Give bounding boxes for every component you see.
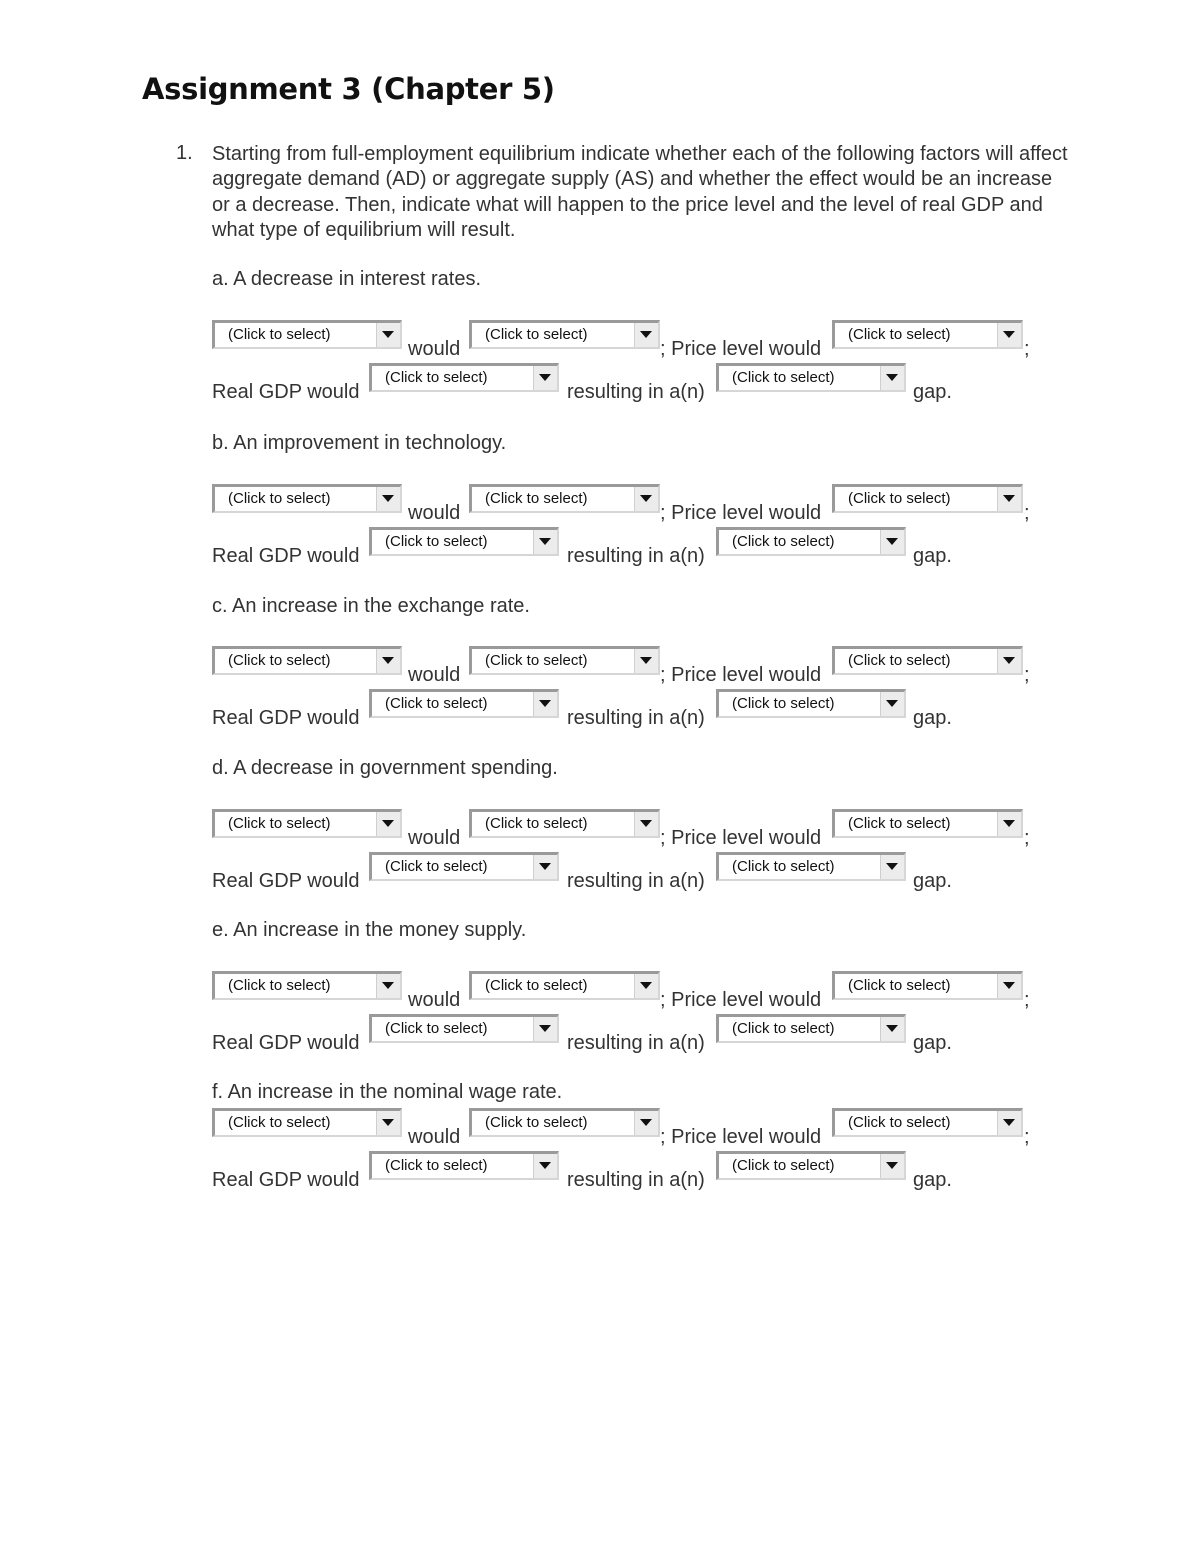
answer-row-1-d: [212, 809, 1042, 849]
answer-row-1-c: [212, 646, 1042, 686]
dropdown-button[interactable]: [997, 1111, 1021, 1135]
gap-label: gap.: [913, 870, 952, 892]
direction-select[interactable]: [469, 809, 660, 838]
dropdown-selected-value: (Click to select): [385, 1157, 488, 1174]
dropdown-selected-value: (Click to select): [848, 326, 951, 343]
dropdown-selected-value: (Click to select): [485, 326, 588, 343]
dropdown-button[interactable]: [376, 1111, 400, 1135]
dropdown-selected-value: (Click to select): [385, 858, 488, 875]
dropdown-selected-value: (Click to select): [732, 858, 835, 875]
ad-as-select[interactable]: [212, 320, 402, 349]
real-gdp-label: Real GDP would: [212, 381, 360, 403]
direction-select[interactable]: [469, 484, 660, 513]
resulting-label: resulting in a(n): [567, 1169, 705, 1191]
factor-label-a: a. A decrease in interest rates.: [212, 268, 482, 290]
dropdown-selected-value: (Click to select): [485, 815, 588, 832]
real-gdp-label: Real GDP would: [212, 1032, 360, 1054]
direction-select[interactable]: [469, 320, 660, 349]
semicolon-label: ;: [1024, 664, 1030, 686]
dropdown-selected-value: (Click to select): [848, 815, 951, 832]
price-level-select[interactable]: [832, 1108, 1023, 1137]
would-label: would: [408, 989, 461, 1011]
dropdown-button[interactable]: [997, 812, 1021, 836]
resulting-label: resulting in a(n): [567, 545, 705, 567]
semicolon-label: ;: [1024, 827, 1030, 849]
price-level-select[interactable]: [832, 809, 1023, 838]
dropdown-selected-value: (Click to select): [732, 533, 835, 550]
gap-label: gap.: [913, 1032, 952, 1054]
dropdown-button[interactable]: [880, 530, 904, 554]
dropdown-button[interactable]: [533, 530, 557, 554]
dropdown-selected-value: (Click to select): [228, 652, 331, 669]
resulting-label: resulting in a(n): [567, 1032, 705, 1054]
semicolon-label: ;: [1024, 338, 1030, 360]
page-title: Assignment 3 (Chapter 5): [142, 72, 555, 106]
dropdown-selected-value: (Click to select): [228, 490, 331, 507]
dropdown-selected-value: (Click to select): [228, 1114, 331, 1131]
dropdown-button[interactable]: [997, 487, 1021, 511]
ad-as-select[interactable]: [212, 971, 402, 1000]
real-gdp-label: Real GDP would: [212, 1169, 360, 1191]
gap-label: gap.: [913, 1169, 952, 1191]
dropdown-button[interactable]: [634, 974, 658, 998]
dropdown-button[interactable]: [376, 323, 400, 347]
dropdown-selected-value: (Click to select): [228, 326, 331, 343]
gap-type-select[interactable]: [716, 852, 906, 881]
dropdown-selected-value: (Click to select): [732, 695, 835, 712]
dropdown-button[interactable]: [376, 974, 400, 998]
dropdown-selected-value: (Click to select): [485, 977, 588, 994]
dropdown-button[interactable]: [376, 812, 400, 836]
dropdown-button[interactable]: [533, 1154, 557, 1178]
price-level-label: ; Price level would: [660, 664, 822, 686]
dropdown-button[interactable]: [376, 649, 400, 673]
real-gdp-select[interactable]: [369, 852, 559, 881]
question-text: Starting from full-employment equilibrium indicate whether each of the following factors will affect aggregate demand (AD) or aggregate supply (AS) and whether the effect would be an increase or a decrease. Then, indicate what will happen to the price level and the level of real GDP and what type of equilibrium will result.: [212, 143, 1068, 241]
answer-row-2-d: [212, 852, 1042, 892]
price-level-select[interactable]: [832, 484, 1023, 513]
real-gdp-label: Real GDP would: [212, 545, 360, 567]
dropdown-button[interactable]: [533, 855, 557, 879]
dropdown-button[interactable]: [634, 812, 658, 836]
gap-type-select[interactable]: [716, 363, 906, 392]
dropdown-button[interactable]: [880, 692, 904, 716]
ad-as-select[interactable]: [212, 484, 402, 513]
gap-label: gap.: [913, 707, 952, 729]
price-level-label: ; Price level would: [660, 338, 822, 360]
price-level-label: ; Price level would: [660, 989, 822, 1011]
gap-type-select[interactable]: [716, 1014, 906, 1043]
dropdown-selected-value: (Click to select): [385, 1020, 488, 1037]
dropdown-button[interactable]: [634, 649, 658, 673]
real-gdp-select[interactable]: [369, 363, 559, 392]
dropdown-button[interactable]: [533, 366, 557, 390]
factor-label-f: f. An increase in the nominal wage rate.: [212, 1081, 563, 1103]
direction-select[interactable]: [469, 971, 660, 1000]
price-level-select[interactable]: [832, 971, 1023, 1000]
dropdown-selected-value: (Click to select): [485, 652, 588, 669]
price-level-select[interactable]: [832, 320, 1023, 349]
would-label: would: [408, 1126, 461, 1148]
dropdown-button[interactable]: [634, 1111, 658, 1135]
resulting-label: resulting in a(n): [567, 381, 705, 403]
dropdown-button[interactable]: [533, 1017, 557, 1041]
dropdown-selected-value: (Click to select): [732, 1020, 835, 1037]
dropdown-button[interactable]: [880, 1154, 904, 1178]
direction-select[interactable]: [469, 1108, 660, 1137]
real-gdp-select[interactable]: [369, 1014, 559, 1043]
dropdown-selected-value: (Click to select): [385, 695, 488, 712]
real-gdp-select[interactable]: [369, 1151, 559, 1180]
answer-row-2-b: [212, 527, 1042, 567]
answer-row-1-a: [212, 320, 1042, 360]
would-label: would: [408, 664, 461, 686]
ad-as-select[interactable]: [212, 646, 402, 675]
dropdown-button[interactable]: [880, 855, 904, 879]
dropdown-button[interactable]: [880, 366, 904, 390]
factor-label-e: e. An increase in the money supply.: [212, 919, 527, 941]
dropdown-button[interactable]: [880, 1017, 904, 1041]
dropdown-selected-value: (Click to select): [848, 652, 951, 669]
real-gdp-select[interactable]: [369, 689, 559, 718]
answer-row-1-f: [212, 1108, 1042, 1148]
factor-label-c: c. An increase in the exchange rate.: [212, 595, 530, 617]
gap-type-select[interactable]: [716, 1151, 906, 1180]
resulting-label: resulting in a(n): [567, 870, 705, 892]
price-level-select[interactable]: [832, 646, 1023, 675]
answer-row-2-e: [212, 1014, 1042, 1054]
would-label: would: [408, 502, 461, 524]
dropdown-selected-value: (Click to select): [848, 977, 951, 994]
gap-label: gap.: [913, 545, 952, 567]
price-level-label: ; Price level would: [660, 502, 822, 524]
dropdown-selected-value: (Click to select): [485, 490, 588, 507]
dropdown-selected-value: (Click to select): [732, 1157, 835, 1174]
dropdown-selected-value: (Click to select): [385, 369, 488, 386]
would-label: would: [408, 338, 461, 360]
dropdown-button[interactable]: [997, 649, 1021, 673]
price-level-label: ; Price level would: [660, 827, 822, 849]
dropdown-selected-value: (Click to select): [848, 490, 951, 507]
gap-type-select[interactable]: [716, 527, 906, 556]
factor-label-d: d. A decrease in government spending.: [212, 757, 558, 779]
resulting-label: resulting in a(n): [567, 707, 705, 729]
dropdown-button[interactable]: [533, 692, 557, 716]
answer-row-2-c: [212, 689, 1042, 729]
question-number: 1.: [176, 142, 193, 164]
direction-select[interactable]: [469, 646, 660, 675]
price-level-label: ; Price level would: [660, 1126, 822, 1148]
answer-row-1-e: [212, 971, 1042, 1011]
dropdown-selected-value: (Click to select): [228, 815, 331, 832]
semicolon-label: ;: [1024, 502, 1030, 524]
dropdown-button[interactable]: [376, 487, 400, 511]
real-gdp-label: Real GDP would: [212, 707, 360, 729]
dropdown-button[interactable]: [997, 323, 1021, 347]
dropdown-button[interactable]: [997, 974, 1021, 998]
would-label: would: [408, 827, 461, 849]
answer-row-2-f: [212, 1151, 1042, 1191]
gap-label: gap.: [913, 381, 952, 403]
dropdown-selected-value: (Click to select): [385, 533, 488, 550]
ad-as-select[interactable]: [212, 809, 402, 838]
dropdown-selected-value: (Click to select): [848, 1114, 951, 1131]
ad-as-select[interactable]: [212, 1108, 402, 1137]
dropdown-button[interactable]: [634, 323, 658, 347]
semicolon-label: ;: [1024, 989, 1030, 1011]
dropdown-button[interactable]: [634, 487, 658, 511]
factor-label-b: b. An improvement in technology.: [212, 432, 507, 454]
dropdown-selected-value: (Click to select): [228, 977, 331, 994]
gap-type-select[interactable]: [716, 689, 906, 718]
dropdown-selected-value: (Click to select): [732, 369, 835, 386]
real-gdp-label: Real GDP would: [212, 870, 360, 892]
real-gdp-select[interactable]: [369, 527, 559, 556]
answer-row-1-b: [212, 484, 1042, 524]
dropdown-selected-value: (Click to select): [485, 1114, 588, 1131]
semicolon-label: ;: [1024, 1126, 1030, 1148]
answer-row-2-a: [212, 363, 1042, 403]
